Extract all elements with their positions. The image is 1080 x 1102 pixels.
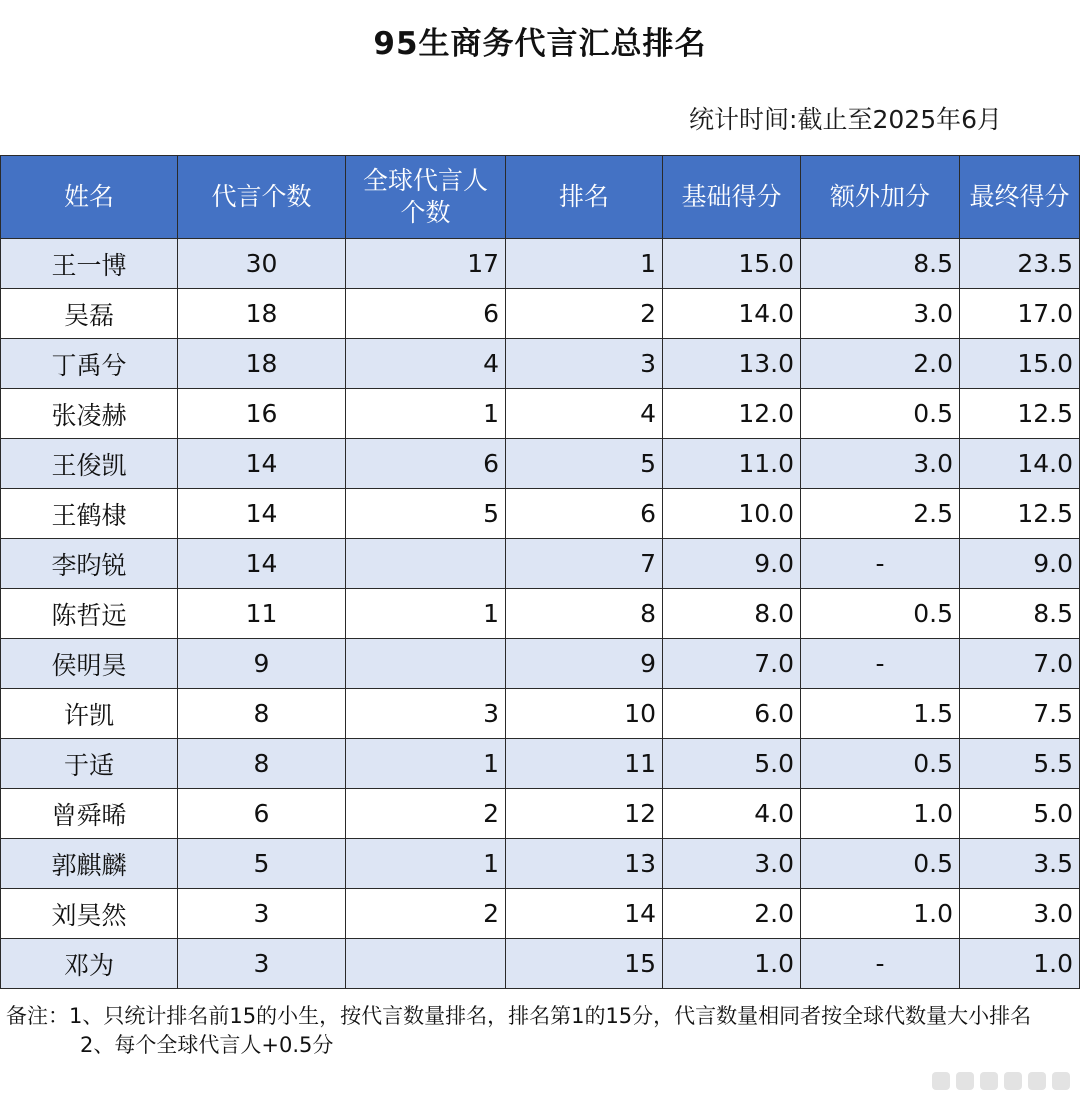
header-extra: 额外加分 (801, 156, 960, 239)
cell-rank: 9 (506, 639, 663, 689)
cell-base: 8.0 (663, 589, 801, 639)
cell-name: 邓为 (1, 939, 178, 989)
cell-name: 王鹤棣 (1, 489, 178, 539)
cell-extra: 8.5 (801, 239, 960, 289)
cell-global: 2 (346, 789, 506, 839)
table-row (1, 589, 1080, 639)
cell-global (346, 639, 506, 689)
cell-extra: - (801, 639, 960, 689)
header-rank: 排名 (506, 156, 663, 239)
cell-global: 3 (346, 689, 506, 739)
cell-extra: 3.0 (801, 439, 960, 489)
ranking-table (0, 155, 1080, 989)
table-row (1, 639, 1080, 689)
header-final: 最终得分 (960, 156, 1080, 239)
cell-base: 11.0 (663, 439, 801, 489)
cell-global: 17 (346, 239, 506, 289)
cell-base: 5.0 (663, 739, 801, 789)
note-line-2: 2、每个全球代言人+0.5分 (80, 1033, 334, 1057)
cell-base: 6.0 (663, 689, 801, 739)
cell-extra: 2.0 (801, 339, 960, 389)
watermark-square-icon (1004, 1072, 1022, 1090)
cell-count: 8 (178, 739, 346, 789)
table-row (1, 389, 1080, 439)
cell-extra: - (801, 539, 960, 589)
cell-base: 4.0 (663, 789, 801, 839)
header-count: 代言个数 (178, 156, 346, 239)
table-row (1, 839, 1080, 889)
cell-global: 1 (346, 589, 506, 639)
cell-extra: - (801, 939, 960, 989)
cell-final: 7.5 (960, 689, 1080, 739)
cell-name: 刘昊然 (1, 889, 178, 939)
cell-rank: 5 (506, 439, 663, 489)
cell-final: 9.0 (960, 539, 1080, 589)
cell-final: 3.5 (960, 839, 1080, 889)
cell-extra: 2.5 (801, 489, 960, 539)
cell-final: 14.0 (960, 439, 1080, 489)
cell-rank: 4 (506, 389, 663, 439)
cell-rank: 11 (506, 739, 663, 789)
table-body (1, 239, 1080, 989)
table-row (1, 439, 1080, 489)
cell-rank: 14 (506, 889, 663, 939)
cell-final: 12.5 (960, 489, 1080, 539)
cell-base: 1.0 (663, 939, 801, 989)
cell-rank: 13 (506, 839, 663, 889)
cell-rank: 3 (506, 339, 663, 389)
cell-final: 15.0 (960, 339, 1080, 389)
cell-global: 1 (346, 739, 506, 789)
cell-base: 9.0 (663, 539, 801, 589)
cell-count: 11 (178, 589, 346, 639)
table-row (1, 739, 1080, 789)
cell-global: 5 (346, 489, 506, 539)
cell-base: 15.0 (663, 239, 801, 289)
cell-base: 10.0 (663, 489, 801, 539)
cell-global: 6 (346, 439, 506, 489)
cell-extra: 0.5 (801, 839, 960, 889)
cell-global: 2 (346, 889, 506, 939)
cell-count: 14 (178, 489, 346, 539)
cell-name: 曾舜晞 (1, 789, 178, 839)
cell-count: 14 (178, 439, 346, 489)
cell-global: 4 (346, 339, 506, 389)
cell-name: 王俊凯 (1, 439, 178, 489)
cell-final: 7.0 (960, 639, 1080, 689)
cell-final: 5.0 (960, 789, 1080, 839)
table-row (1, 339, 1080, 389)
header-global (346, 156, 506, 239)
cell-name: 于适 (1, 739, 178, 789)
cell-global: 6 (346, 289, 506, 339)
cell-count: 3 (178, 939, 346, 989)
cell-name: 李昀锐 (1, 539, 178, 589)
cell-final: 12.5 (960, 389, 1080, 439)
table-row (1, 289, 1080, 339)
table-row (1, 489, 1080, 539)
cell-final: 23.5 (960, 239, 1080, 289)
cell-rank: 1 (506, 239, 663, 289)
cell-count: 8 (178, 689, 346, 739)
cell-final: 8.5 (960, 589, 1080, 639)
cell-base: 2.0 (663, 889, 801, 939)
cell-count: 30 (178, 239, 346, 289)
cell-rank: 10 (506, 689, 663, 739)
cell-extra: 0.5 (801, 589, 960, 639)
cell-base: 7.0 (663, 639, 801, 689)
header-global-text: 全球代言人个数 (362, 166, 488, 227)
cell-name: 陈哲远 (1, 589, 178, 639)
stat-time-label: 统计时间:截止至2025年6月 (689, 105, 1002, 134)
cell-rank: 12 (506, 789, 663, 839)
cell-global (346, 939, 506, 989)
cell-name: 吴磊 (1, 289, 178, 339)
cell-count: 6 (178, 789, 346, 839)
notes (6, 1002, 1076, 1060)
cell-base: 14.0 (663, 289, 801, 339)
cell-rank: 6 (506, 489, 663, 539)
cell-base: 3.0 (663, 839, 801, 889)
table-row (1, 239, 1080, 289)
cell-global: 1 (346, 389, 506, 439)
cell-global (346, 539, 506, 589)
cell-count: 18 (178, 289, 346, 339)
table-row (1, 889, 1080, 939)
cell-name: 郭麒麟 (1, 839, 178, 889)
watermark-square-icon (1052, 1072, 1070, 1090)
watermark-icon (932, 1072, 1070, 1090)
cell-count: 9 (178, 639, 346, 689)
cell-count: 5 (178, 839, 346, 889)
cell-name: 侯明昊 (1, 639, 178, 689)
cell-name: 王一博 (1, 239, 178, 289)
page-title: 95生商务代言汇总排名 (373, 26, 707, 62)
cell-extra: 1.0 (801, 789, 960, 839)
cell-extra: 1.5 (801, 689, 960, 739)
cell-rank: 2 (506, 289, 663, 339)
cell-count: 18 (178, 339, 346, 389)
cell-rank: 7 (506, 539, 663, 589)
cell-count: 16 (178, 389, 346, 439)
cell-name: 张凌赫 (1, 389, 178, 439)
cell-base: 12.0 (663, 389, 801, 439)
cell-final: 5.5 (960, 739, 1080, 789)
cell-name: 许凯 (1, 689, 178, 739)
cell-count: 3 (178, 889, 346, 939)
cell-global: 1 (346, 839, 506, 889)
cell-extra: 1.0 (801, 889, 960, 939)
cell-extra: 0.5 (801, 389, 960, 439)
table-header (1, 156, 1080, 239)
cell-name: 丁禹兮 (1, 339, 178, 389)
header-name: 姓名 (1, 156, 178, 239)
cell-final: 3.0 (960, 889, 1080, 939)
table-row (1, 539, 1080, 589)
table-row (1, 689, 1080, 739)
note-line-1: 备注：1、只统计排名前15的小生，按代言数量排名，排名第1的15分，代言数量相同者按全球代数量大小排名 (6, 1004, 1032, 1028)
table-row (1, 789, 1080, 839)
cell-base: 13.0 (663, 339, 801, 389)
cell-final: 1.0 (960, 939, 1080, 989)
cell-rank: 8 (506, 589, 663, 639)
cell-final: 17.0 (960, 289, 1080, 339)
watermark-square-icon (932, 1072, 950, 1090)
watermark-square-icon (980, 1072, 998, 1090)
cell-rank: 15 (506, 939, 663, 989)
header-base: 基础得分 (663, 156, 801, 239)
table-row (1, 939, 1080, 989)
cell-extra: 0.5 (801, 739, 960, 789)
cell-count: 14 (178, 539, 346, 589)
cell-extra: 3.0 (801, 289, 960, 339)
watermark-square-icon (956, 1072, 974, 1090)
watermark-square-icon (1028, 1072, 1046, 1090)
